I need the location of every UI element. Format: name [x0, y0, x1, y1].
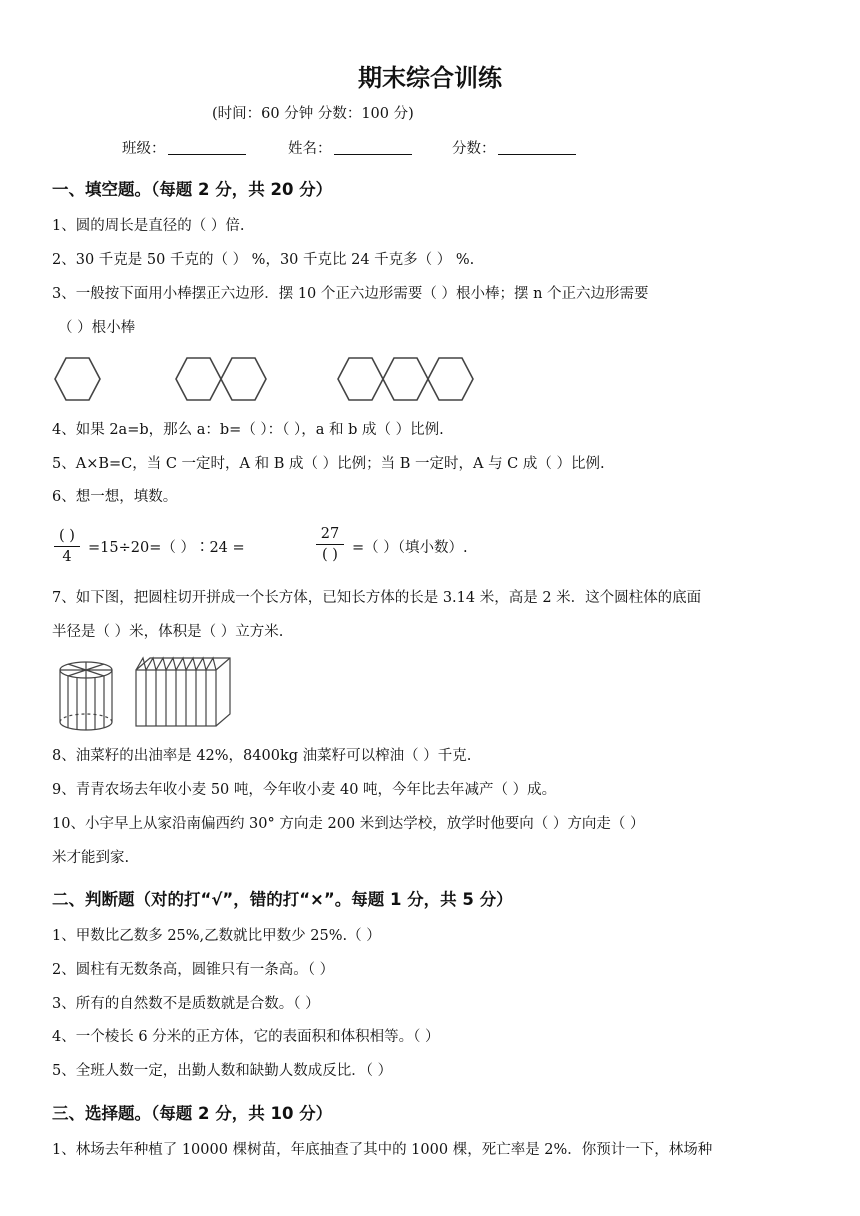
- score-blank[interactable]: [498, 140, 576, 155]
- hexagon-figures: [50, 350, 490, 410]
- score-label: 分数：: [452, 141, 496, 157]
- cuboid-figure: [132, 656, 240, 730]
- name-label: 姓名：: [288, 141, 332, 157]
- class-field: [122, 139, 246, 159]
- hexagon-3a: [338, 358, 383, 400]
- section1-heading: 一、填空题。（每题 2 分，共 20 分）: [52, 180, 333, 199]
- s2-question-2: 2、圆柱有无数条高，圆锥只有一条高。（ ）: [52, 962, 335, 978]
- name-blank[interactable]: [334, 140, 412, 155]
- hexagon-2a: [176, 358, 221, 400]
- hexagon-3c: [428, 358, 473, 400]
- s1-question-9: 9、青青农场去年收小麦 50 吨，今年收小麦 40 吨，今年比去年减产（ ）成。: [52, 782, 557, 798]
- fraction-2-denominator: ( ): [322, 547, 338, 563]
- s3-question-1: 1、林场去年种植了 10000 棵树苗，年底抽查了其中的 1000 棵，死亡率是 2%．你预计一下，林场种: [52, 1142, 713, 1158]
- s1-question-7-line1: 7、如下图，把圆柱切开拼成一个长方体，已知长方体的长是 3.14 米，高是 2 米．这个圆柱体的底面: [52, 590, 702, 606]
- s1-question-10-line1: 10、小宇早上从家沿南偏西约 30° 方向走 200 米到达学校，放学时他要向（ ）方向走（ ）: [52, 816, 645, 832]
- fraction-1-denominator: 4: [62, 549, 72, 565]
- fraction-1: [54, 527, 80, 566]
- section2-heading: 二、判断题（对的打“√”，错的打“×”。每题 1 分，共 5 分）: [52, 890, 513, 909]
- s2-question-5: 5、全班人数一定，出勤人数和缺勤人数成反比．（ ）: [52, 1063, 393, 1079]
- s1-question-3-line1: 3、一般按下面用小棒摆正六边形．摆 10 个正六边形需要（ ）根小棒；摆 n 个正六边形需要: [52, 286, 649, 302]
- class-label: 班级：: [122, 141, 166, 157]
- s1-question-6-middle: =15÷20=（ ）∶24 =: [88, 540, 245, 556]
- hexagon-3b: [383, 358, 428, 400]
- fraction-1-numerator: ( ): [59, 528, 75, 544]
- hexagon-2b: [221, 358, 266, 400]
- s2-question-3: 3、所有的自然数不是质数就是合数。（ ）: [52, 996, 320, 1012]
- exam-subtitle: (时间：60 分钟 分数：100 分): [212, 106, 414, 122]
- s1-question-10-line2: 米才能到家.: [52, 850, 130, 866]
- s1-question-7-line2: 半径是（ ）米，体积是（ ）立方米.: [52, 624, 284, 640]
- s1-question-6: 6、想一想，填数。: [52, 489, 178, 505]
- s2-question-4: 4、一个棱长 6 分米的正方体，它的表面积和体积相等。（ ）: [52, 1029, 440, 1045]
- s1-question-3-line2: （ ）根小棒: [58, 320, 136, 336]
- s1-question-4: 4、如果 2a=b，那么 a：b=（ ）：（ ），a 和 b 成（ ）比例.: [52, 422, 444, 438]
- s1-question-1: 1、圆的周长是直径的（ ）倍.: [52, 218, 245, 234]
- name-field: [288, 139, 412, 159]
- class-blank[interactable]: [168, 140, 246, 155]
- page-title: 期末综合训练: [358, 64, 502, 92]
- s1-question-6-end: =（ ）（填小数）.: [352, 540, 468, 556]
- hexagon-1: [55, 358, 100, 400]
- s1-question-5: 5、A×B=C，当 C 一定时，A 和 B 成（ ）比例；当 B 一定时，A 与 C 成（ ）比例.: [52, 456, 605, 472]
- s2-question-1: 1、甲数比乙数多 25%,乙数就比甲数少 25%.（ ）: [52, 928, 381, 944]
- score-field: [452, 139, 576, 159]
- fraction-2-numerator: 27: [320, 526, 340, 542]
- section3-heading: 三、选择题。（每题 2 分，共 10 分）: [52, 1104, 333, 1123]
- fraction-2: [316, 525, 344, 564]
- s1-question-8: 8、油菜籽的出油率是 42%，8400kg 油菜籽可以榨油（ ）千克.: [52, 748, 472, 764]
- cylinder-figure: [56, 658, 120, 734]
- s1-question-2: 2、30 千克是 50 千克的（ ） %，30 千克比 24 千克多（ ） %.: [52, 252, 475, 268]
